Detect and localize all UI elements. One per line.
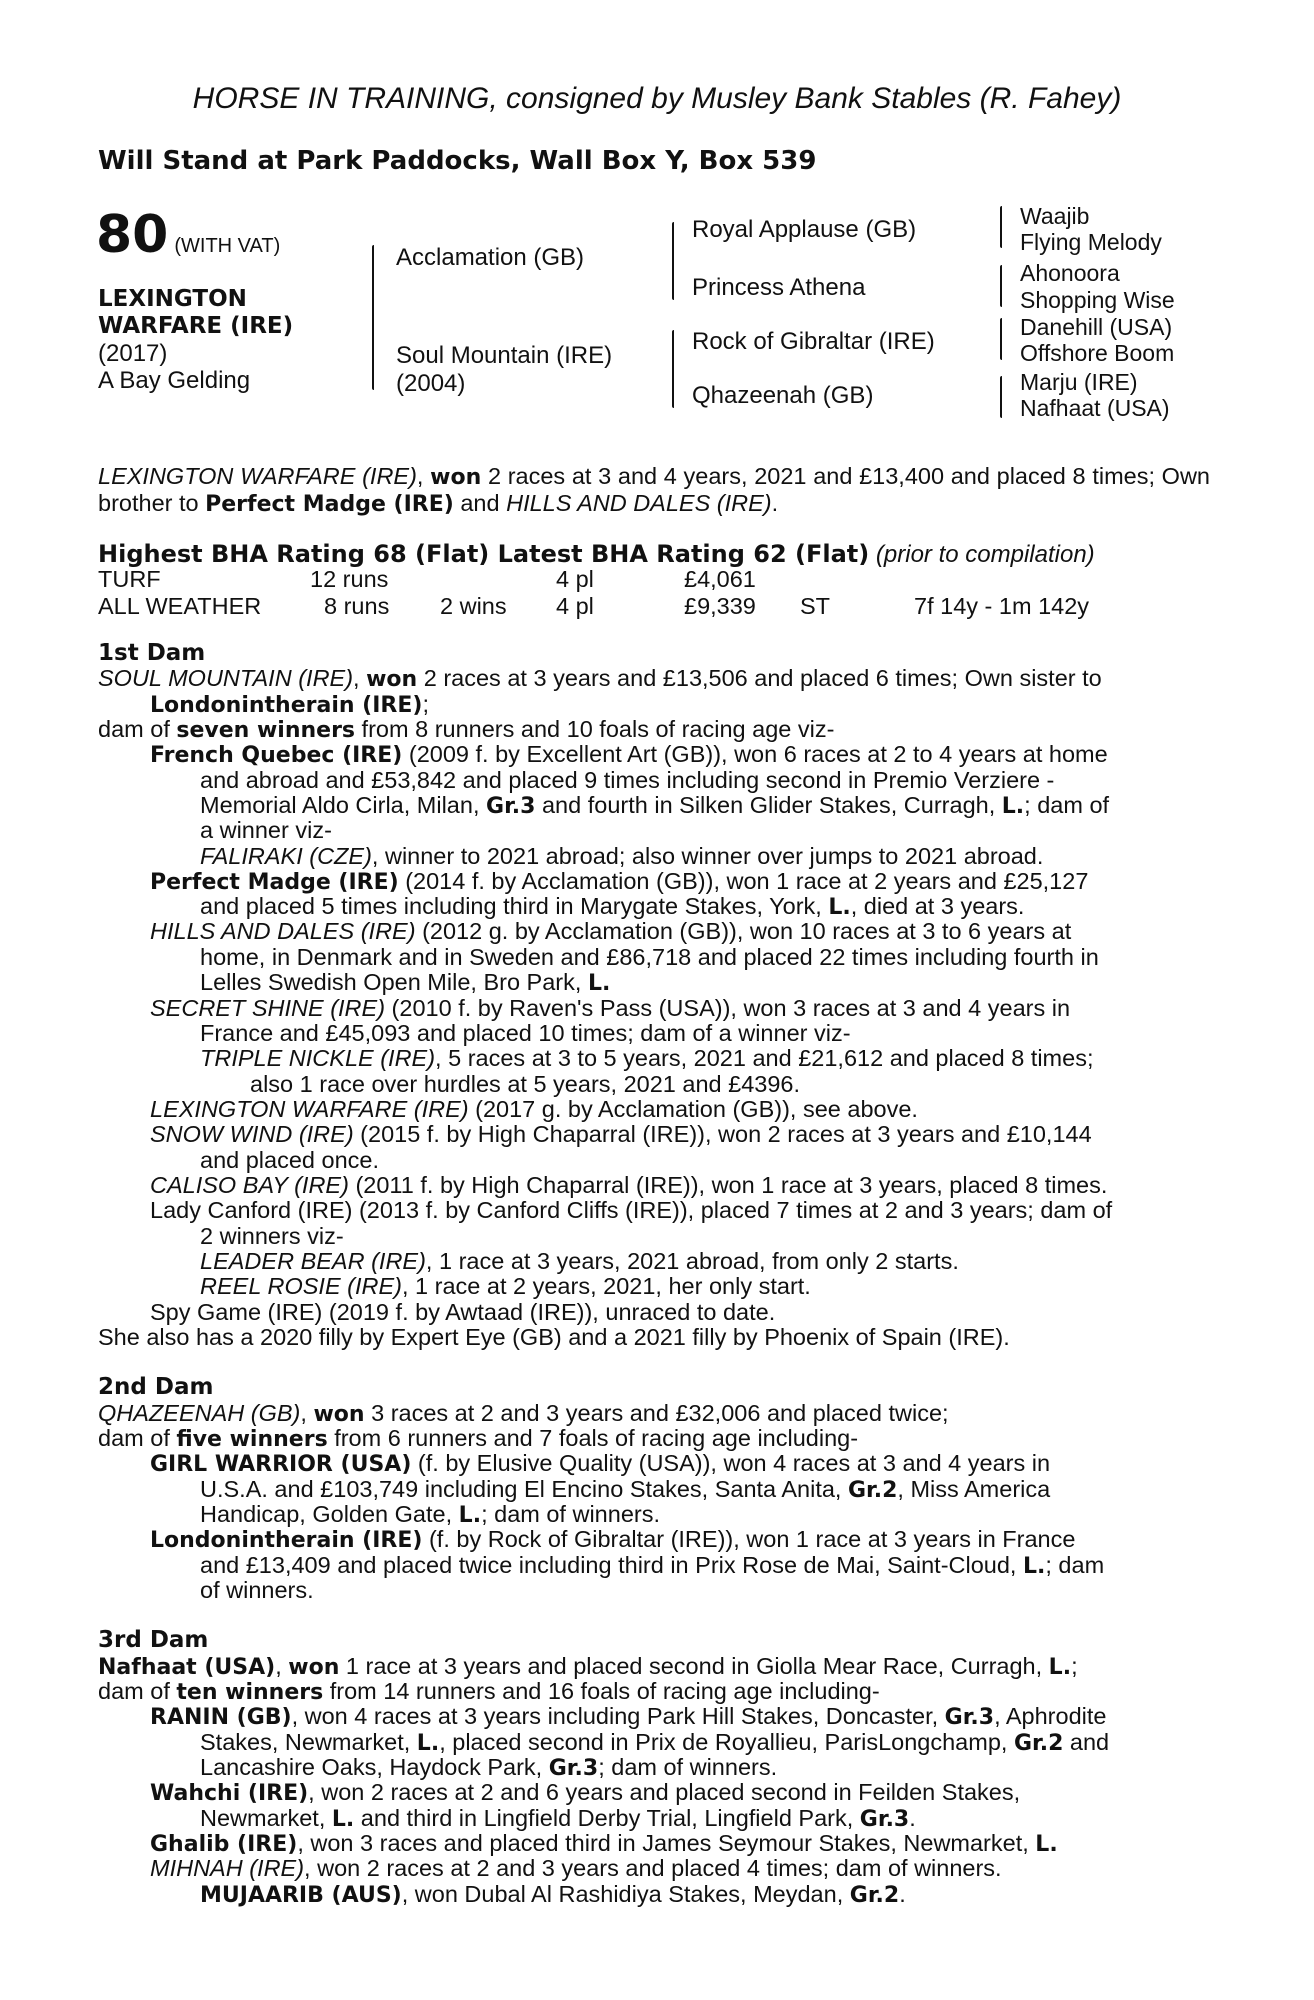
tn-name: TRIPLE NICKLE (IRE) [200, 1045, 436, 1071]
wa-text1: , won 2 races at 2 and 6 years and placed second in Feilden Stakes, [308, 1779, 1021, 1805]
mu-grade: Gr.2 [849, 1883, 900, 1908]
ra-grade3: Gr.3 [548, 1756, 599, 1781]
gw-line3 [200, 1502, 660, 1529]
ra-line2 [200, 1730, 1109, 1757]
wa-grade: Gr.3 [859, 1807, 910, 1832]
rating-label: Highest BHA Rating 68 (Flat) Latest BHA Rating 62 (Flat) [98, 540, 870, 568]
fq-line4: a winner viz- [200, 817, 332, 843]
second-dam-line2 [98, 1426, 858, 1453]
dam2-foals: from 6 runners and 7 foals of racing age including- [327, 1425, 859, 1451]
dam1-damof: dam of [98, 716, 177, 742]
summary-horse-name: LEXINGTON WARFARE (IRE) [98, 463, 417, 489]
dam1-name: SOUL MOUNTAIN (IRE) [98, 665, 354, 691]
ra-text2a: Stakes, Newmarket, [200, 1729, 417, 1755]
gh-text1: , won 3 races and placed third in James Seymour Stakes, Newmarket, [297, 1830, 1036, 1856]
pedigree-sdd: Shopping Wise [1020, 287, 1175, 313]
hd-name: HILLS AND DALES (IRE) [150, 918, 416, 944]
ra-text2c: , placed second in Prix de Royallieu, ParisLongchamp, [439, 1729, 1014, 1755]
progeny-secret-shine [150, 996, 1070, 1022]
wa-text2a: Newmarket, [200, 1805, 332, 1831]
sw-text1: (2015 f. by High Chaparral (IRE)), won 2 races at 3 years and £10,144 [353, 1121, 1092, 1147]
progeny-snow-wind [150, 1122, 1092, 1148]
stand-location: Will Stand at Park Paddocks, Wall Box Y, Box 539 [98, 146, 817, 176]
pedigree-brace-sire [672, 222, 674, 300]
summary-sibling-1: Perfect Madge (IRE) [205, 491, 454, 517]
pedigree-ssd: Flying Melody [1020, 229, 1162, 255]
progeny-hills-and-dales [150, 919, 1071, 945]
mu-name: MUJAARIB (AUS) [200, 1883, 402, 1908]
progeny-mujaarib [200, 1882, 906, 1909]
ra-text3a: Lancashire Oaks, Haydock Park, [200, 1754, 549, 1780]
aw-runs: 8 runs [324, 593, 390, 619]
progeny-mihnah [150, 1856, 1002, 1882]
tn-text1: , 5 races at 3 to 5 years, 2021 and £21,612 and placed 8 times; [435, 1045, 1094, 1071]
dam1-sister: Londonintherain (IRE) [150, 693, 423, 718]
dam1-winners: seven winners [176, 718, 356, 743]
lc-line2: 2 winners viz- [200, 1223, 344, 1249]
pedigree-sire-sire: Royal Applause (GB) [692, 216, 917, 243]
progeny-lady-canford: Lady Canford (IRE) (2013 f. by Canford Cliffs (IRE)), placed 7 times at 2 and 3 years; dam of [150, 1197, 1113, 1223]
first-dam-line1 [98, 666, 1102, 693]
progeny-caliso-bay [150, 1173, 1107, 1199]
dam1-semicolon: ; [422, 691, 429, 717]
hd-line3 [200, 970, 610, 997]
gw-text1: (f. by Elusive Quality (USA)), won 4 races at 3 and 4 years in [411, 1450, 1051, 1476]
dam3-damof: dam of [98, 1678, 177, 1704]
sw-name: SNOW WIND (IRE) [150, 1121, 354, 1147]
horse-name-line2: WARFARE (IRE) [98, 313, 294, 339]
ra-line3 [200, 1755, 777, 1782]
dam1-won: won [366, 667, 418, 692]
aw-surface: ALL WEATHER [98, 593, 262, 619]
wa-listed: L. [331, 1807, 355, 1832]
fq-text3a: Memorial Aldo Cirla, Milan, [200, 792, 487, 818]
second-dam-title: 2nd Dam [98, 1374, 214, 1400]
pedigree-sire: Acclamation (GB) [396, 244, 585, 271]
progeny-girl-warrior [150, 1451, 1050, 1478]
dam2-won: won [313, 1402, 365, 1427]
progeny-ranin [150, 1704, 1106, 1731]
pm-text2a: and placed 5 times including third in Marygate Stakes, York, [200, 893, 829, 919]
third-dam-line1 [98, 1654, 1078, 1681]
gh-listed: L. [1035, 1832, 1058, 1857]
dam2-damof: dam of [98, 1425, 177, 1451]
lo-text2a: and £13,409 and placed twice including third in Prix Rose de Mai, Saint-Cloud, [200, 1552, 1023, 1578]
page-header: HORSE IN TRAINING, consigned by Musley Bank Stables (R. Fahey) [192, 82, 1122, 115]
ra-text1b: , won 4 races at 3 years including Park Hill Stakes, Doncaster, [291, 1703, 945, 1729]
summary-end: . [771, 489, 779, 516]
ss-text1: (2010 f. by Raven's Pass (USA)), won 3 races at 3 and 4 years in [385, 995, 1071, 1021]
summary-text: 2 races at 3 and 4 years, 2021 and £13,400 and placed 8 times; Own brother to [98, 463, 1210, 516]
progeny-french-quebec [150, 742, 1108, 769]
pedigree-ddd: Nafhaat (USA) [1020, 395, 1170, 421]
rr-text1: , 1 race at 2 years, 2021, her only start. [401, 1273, 811, 1299]
rr-name: REEL ROSIE (IRE) [200, 1273, 402, 1299]
gh-name: Ghalib (IRE) [150, 1832, 298, 1857]
pedigree-brace-dd [1000, 376, 1002, 418]
ra-text2e: and [1063, 1729, 1110, 1755]
pedigree-dsd: Offshore Boom [1020, 340, 1175, 366]
summary-sep: , [416, 463, 431, 489]
gw-text2c: , Miss America [897, 1476, 1051, 1502]
tn-line2: also 1 race over hurdles at 5 years, 2021 and £4396. [250, 1071, 801, 1097]
lb-name: LEADER BEAR (IRE) [200, 1248, 426, 1274]
lo-listed: L. [1022, 1554, 1046, 1579]
pedigree-dam-dam: Qhazeenah (GB) [692, 382, 874, 409]
ra-listed: L. [416, 1731, 440, 1756]
turf-placed: 4 pl [556, 566, 594, 592]
pm-name: Perfect Madge (IRE) [150, 870, 399, 895]
pedigree-brace-ds [1000, 318, 1002, 360]
aw-distance: 7f 14y - 1m 142y [914, 593, 1090, 619]
rating-note: (prior to compilation) [875, 541, 1095, 568]
ra-grade2: Gr.2 [1013, 1731, 1064, 1756]
dam2-sep: , [300, 1400, 314, 1426]
pm-listed: L. [828, 895, 851, 920]
dam3-listed: L. [1048, 1655, 1072, 1680]
ss-line2: France and £45,093 and placed 10 times; dam of a winner viz- [200, 1020, 851, 1046]
third-dam-title: 3rd Dam [98, 1627, 209, 1653]
ra-name: RANIN (GB) [150, 1705, 292, 1730]
faliraki-name: FALIRAKI (CZE) [200, 843, 372, 869]
lo-line2 [200, 1553, 1104, 1580]
fq-line2: and abroad and £53,842 and placed 9 times including second in Premio Verziere - [200, 767, 1055, 793]
summary-sibling-2: HILLS AND DALES (IRE) [506, 489, 772, 516]
horse-year: (2017) [98, 340, 168, 367]
pm-line2 [200, 894, 1024, 921]
pedigree-brace-dam [672, 330, 674, 408]
pedigree-sds: Ahonoora [1020, 260, 1120, 286]
pedigree-dam-year: (2004) [396, 370, 466, 397]
progeny-ghalib [150, 1831, 1058, 1858]
mu-end: . [899, 1881, 906, 1907]
progeny-spy-game: Spy Game (IRE) (2019 f. by Awtaad (IRE)), unraced to date. [150, 1299, 776, 1325]
dam1-sep: , [353, 665, 367, 691]
fq-line3 [200, 793, 1109, 820]
hd-listed: L. [587, 971, 611, 996]
aw-st: ST [800, 593, 831, 619]
progeny-lexington-warfare [150, 1097, 918, 1123]
gw-grade: Gr.2 [847, 1478, 898, 1503]
lot-vat: (WITH VAT) [174, 235, 281, 257]
mu-text1: , won Dubal Al Rashidiya Stakes, Meydan, [401, 1881, 850, 1907]
aw-earnings: £9,339 [684, 593, 756, 619]
cb-name: CALISO BAY (IRE) [150, 1172, 349, 1198]
dam2-name: QHAZEENAH (GB) [98, 1400, 301, 1426]
pedigree-dam-sire: Rock of Gibraltar (IRE) [692, 328, 935, 355]
wa-text2c: and third in Lingfield Derby Trial, Lingfield Park, [354, 1805, 860, 1831]
cb-text1: (2011 f. by High Chaparral (IRE)), won 1 race at 3 years, placed 8 times. [348, 1172, 1108, 1198]
horse-description: A Bay Gelding [98, 367, 251, 394]
ss-name: SECRET SHINE (IRE) [150, 995, 386, 1021]
summary-won: won [430, 465, 482, 490]
pedigree-brace-sd [1000, 265, 1002, 307]
dam3-winners: ten winners [176, 1680, 324, 1705]
gw-line2 [200, 1477, 1050, 1504]
gw-name: GIRL WARRIOR (USA) [150, 1452, 412, 1477]
pm-text2c: , died at 3 years. [850, 893, 1025, 919]
horse-summary [98, 464, 1210, 517]
lw-text1: (2017 g. by Acclamation (GB)), see above. [468, 1096, 918, 1122]
pedigree-sire-dam: Princess Athena [692, 274, 866, 301]
second-dam-line1 [98, 1401, 949, 1428]
progeny-londonintherain [150, 1527, 1075, 1554]
mi-text1: , won 2 races at 2 and 3 years and placed 4 times; dam of winners. [304, 1855, 1002, 1881]
ra-text3c: ; dam of winners. [598, 1754, 778, 1780]
hd-text1: (2012 g. by Acclamation (GB)), won 10 races at 3 to 6 years at [415, 918, 1072, 944]
fq-text3e: ; dam of [1024, 792, 1110, 818]
dam1-foals: from 8 runners and 10 foals of racing age viz- [355, 716, 835, 742]
rating-line [98, 540, 1095, 569]
dam3-name: Nafhaat (USA) [98, 1655, 276, 1680]
ra-text1d: , Aphrodite [994, 1703, 1107, 1729]
dam3-text: 1 race at 3 years and placed second in Giolla Mear Race, Curragh, [339, 1653, 1049, 1679]
fq-name: French Quebec (IRE) [150, 743, 403, 768]
gw-listed: L. [458, 1503, 482, 1528]
dam3-semicolon: ; [1071, 1653, 1078, 1679]
gw-text3c: ; dam of winners. [481, 1501, 660, 1527]
turf-surface: TURF [98, 566, 161, 592]
hd-line2: home, in Denmark and in Sweden and £86,718 and placed 22 times including fourth in [200, 944, 1099, 970]
fq-listed: L. [1001, 794, 1025, 819]
dam1-text: 2 races at 3 years and £13,506 and placed 6 times; Own sister to [417, 665, 1102, 691]
lw-name: LEXINGTON WARFARE (IRE) [150, 1096, 469, 1122]
pedigree-dss: Danehill (USA) [1020, 314, 1173, 340]
aw-placed: 4 pl [556, 593, 594, 619]
lo-text2c: ; dam [1045, 1552, 1105, 1578]
pm-text1: (2014 f. by Acclamation (GB)), won 1 race at 2 years and £25,127 [398, 868, 1089, 894]
progeny-triple-nickle [200, 1046, 1093, 1072]
progeny-perfect-madge [150, 869, 1088, 896]
pedigree-sss: Waajib [1020, 203, 1090, 229]
lo-line3: of winners. [200, 1577, 314, 1603]
lb-text1: , 1 race at 3 years, 2021 abroad, from only 2 starts. [425, 1248, 959, 1274]
horse-name-line1: LEXINGTON [98, 286, 247, 312]
progeny-reel-rosie [200, 1274, 811, 1300]
progeny-faliraki [200, 844, 1043, 870]
turf-runs: 12 runs [310, 566, 389, 592]
dam3-won: won [288, 1655, 340, 1680]
first-dam-title: 1st Dam [98, 640, 206, 666]
wa-line2 [200, 1806, 916, 1833]
pedigree-dam: Soul Mountain (IRE) [396, 342, 613, 369]
lo-text1: (f. by Rock of Gibraltar (IRE)), won 1 race at 3 years in France [422, 1526, 1076, 1552]
lot-info [96, 205, 280, 265]
gw-text2a: U.S.A. and £103,749 including El Encino Stakes, Santa Anita, [200, 1476, 848, 1502]
wa-name: Wahchi (IRE) [150, 1781, 309, 1806]
dam2-winners: five winners [176, 1427, 328, 1452]
first-dam-also: She also has a 2020 filly by Expert Eye (GB) and a 2021 filly by Phoenix of Spain (IRE). [98, 1324, 1010, 1350]
horse-identity [98, 286, 293, 394]
pedigree-dds: Marju (IRE) [1020, 369, 1138, 395]
mi-name: MIHNAH (IRE) [150, 1855, 305, 1881]
pedigree-brace-ss [1000, 206, 1002, 248]
gw-text3: Handicap, Golden Gate, [200, 1501, 459, 1527]
turf-earnings: £4,061 [684, 566, 756, 592]
faliraki-text: , winner to 2021 abroad; also winner over jumps to 2021 abroad. [371, 843, 1044, 869]
pedigree-brace-gen1 [372, 245, 374, 390]
summary-and: and [453, 489, 507, 516]
dam3-foals: from 14 runners and 16 foals of racing age including- [323, 1678, 880, 1704]
third-dam-line2 [98, 1679, 880, 1706]
fq-text3c: and fourth in Silken Glider Stakes, Curragh, [535, 792, 1002, 818]
fq-grade: Gr.3 [486, 794, 536, 819]
hd-text3a: Lelles Swedish Open Mile, Bro Park, [200, 969, 588, 995]
fq-text1: (2009 f. by Excellent Art (GB)), won 6 races at 2 to 4 years at home [402, 741, 1108, 767]
wa-text2e: . [909, 1805, 916, 1831]
sw-line2: and placed once. [200, 1147, 380, 1173]
progeny-leader-bear [200, 1249, 959, 1275]
lo-name: Londonintherain (IRE) [150, 1528, 423, 1553]
dam2-text: 3 races at 2 and 3 years and £32,006 and placed twice; [364, 1400, 949, 1426]
first-dam-line3 [98, 717, 834, 744]
ra-grade1: Gr.3 [944, 1705, 995, 1730]
dam3-sep: , [275, 1653, 289, 1679]
progeny-wahchi [150, 1780, 1020, 1807]
aw-wins: 2 wins [440, 593, 507, 619]
first-dam-line2 [150, 692, 429, 719]
lot-number: 80 [96, 205, 169, 265]
